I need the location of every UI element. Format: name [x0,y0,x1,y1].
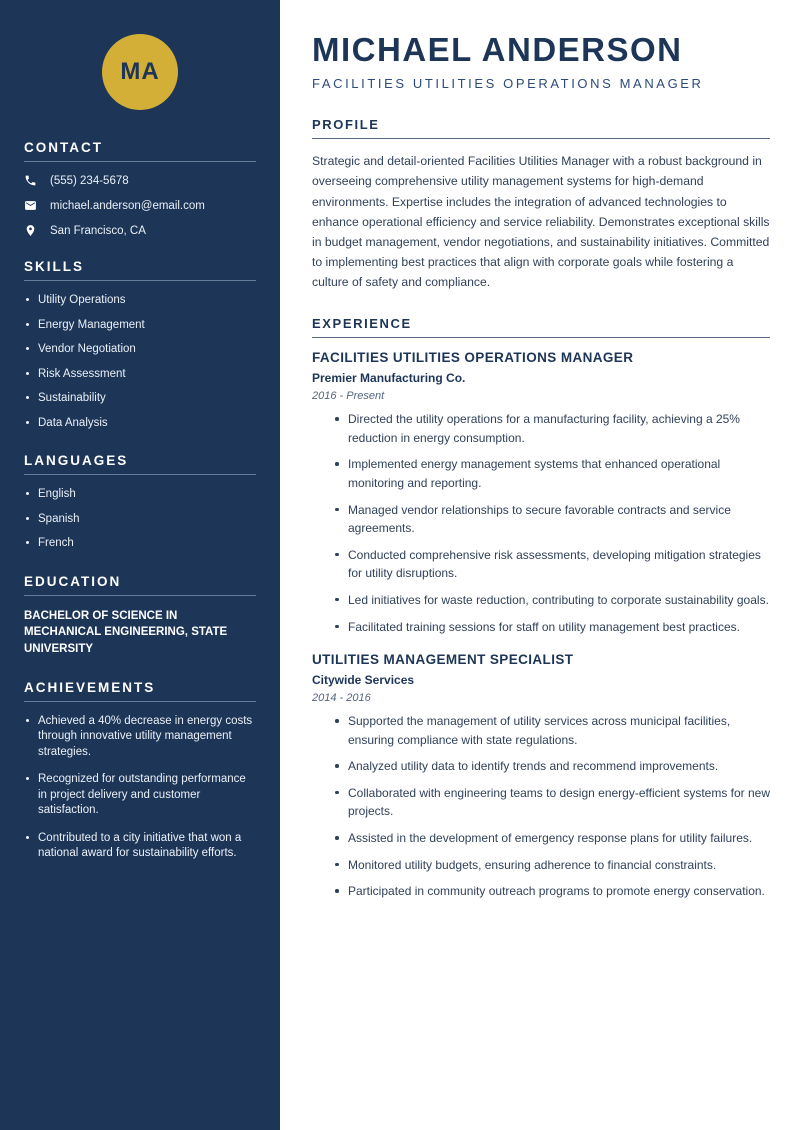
sidebar-section-contact [24,140,256,237]
experience-entry [312,652,770,901]
contact-phone-text: (555) 234-5678 [50,174,129,187]
avatar: MA [102,34,178,110]
list-item: English [24,487,256,503]
list-item: Energy Management [24,318,256,334]
list-item: Supported the management of utility services across municipal facilities, ensuring compliance with state regulations. [334,712,770,749]
main-content [280,0,800,1130]
list-item: Implemented energy management systems that enhanced operational monitoring and reporting. [334,455,770,492]
contact-item-email [24,199,256,212]
job-dates: 2016 - Present [312,390,385,403]
experience-entry [312,350,770,636]
list-item: Led initiatives for waste reduction, contributing to corporate sustainability goals. [334,591,770,610]
education-heading: EDUCATION [24,573,122,589]
education-divider [24,595,256,596]
job-role: FACILITIES UTILITIES OPERATIONS MANAGER [312,350,634,366]
list-item: French [24,536,256,552]
list-item: Participated in community outreach programs to promote energy conservation. [334,882,770,901]
list-item: Sustainability [24,391,256,407]
sidebar-section-achievements [24,680,256,862]
achievements-list [24,714,256,862]
profile-divider [312,138,770,139]
skills-list [24,293,256,431]
list-item: Contributed to a city initiative that won a national award for sustainability efforts. [24,831,256,862]
list-item: Achieved a 40% decrease in energy costs through innovative utility management strategies. [24,714,256,761]
contact-location-text: San Francisco, CA [50,224,146,237]
list-item: Facilitated training sessions for staff on utility management best practices. [334,618,770,637]
sidebar-section-education [24,574,256,658]
list-item: Collaborated with engineering teams to design energy-efficient systems for new projects. [334,784,770,821]
sidebar [0,0,280,1130]
headline-job-title: FACILITIES UTILITIES OPERATIONS MANAGER [312,76,704,92]
avatar-container [24,0,256,140]
contact-heading: CONTACT [24,140,103,155]
sidebar-section-skills [24,259,256,431]
location-pin-icon [24,224,42,237]
list-item: Directed the utility operations for a manufacturing facility, achieving a 25% reduction in energy consumption. [334,410,770,447]
list-item: Analyzed utility data to identify trends and recommend improvements. [334,757,770,776]
achievements-heading: ACHIEVEMENTS [24,679,156,695]
languages-divider [24,474,256,475]
experience-heading: EXPERIENCE [312,316,412,332]
job-role: UTILITIES MANAGEMENT SPECIALIST [312,652,574,668]
job-company: Citywide Services [312,673,415,688]
skills-heading: SKILLS [24,259,85,274]
list-item: Risk Assessment [24,367,256,383]
list-item: Data Analysis [24,416,256,432]
profile-heading: PROFILE [312,117,380,133]
contact-item-phone [24,174,256,187]
profile-text: Strategic and detail-oriented Facilities Utilities Manager with a robust background in overseeing comprehensive utility management systems for high-demand environments. Expertise includes the integration of advanced technologies to enhance operational efficiency and service reliability. Demonstrates exceptional skills in budget management, vendor negotiations, and sustainability initiatives. Committed to implementing best practices that align with corporate goals while fostering a culture of safety and compliance. [312,154,770,290]
job-dates: 2014 - 2016 [312,692,371,705]
page-title: MICHAEL ANDERSON [312,31,683,68]
experience-divider [312,337,770,338]
list-item: Vendor Negotiation [24,342,256,358]
contact-email-text: michael.anderson@email.com [50,199,205,212]
list-item: Assisted in the development of emergency response plans for utility failures. [334,829,770,848]
sidebar-section-languages [24,453,256,552]
contact-item-location [24,224,256,237]
contact-divider [24,161,256,162]
education-entry: BACHELOR OF SCIENCE IN MECHANICAL ENGINEERING, STATE UNIVERSITY [24,609,228,655]
achievements-divider [24,701,256,702]
languages-heading: LANGUAGES [24,453,129,469]
list-item: Managed vendor relationships to secure favorable contracts and service agreements. [334,501,770,538]
section-profile [312,117,770,292]
job-company: Premier Manufacturing Co. [312,371,466,386]
list-item: Utility Operations [24,293,256,309]
envelope-icon [24,199,42,212]
section-experience [312,316,770,901]
skills-divider [24,280,256,281]
list-item: Spanish [24,512,256,528]
list-item: Recognized for outstanding performance in project delivery and customer satisfaction. [24,772,256,819]
phone-icon [24,174,42,187]
job-bullets [312,712,770,901]
job-bullets [312,410,770,636]
languages-list [24,487,256,552]
list-item: Conducted comprehensive risk assessments, developing mitigation strategies for utility disruptions. [334,546,770,583]
list-item: Monitored utility budgets, ensuring adherence to financial constraints. [334,856,770,875]
